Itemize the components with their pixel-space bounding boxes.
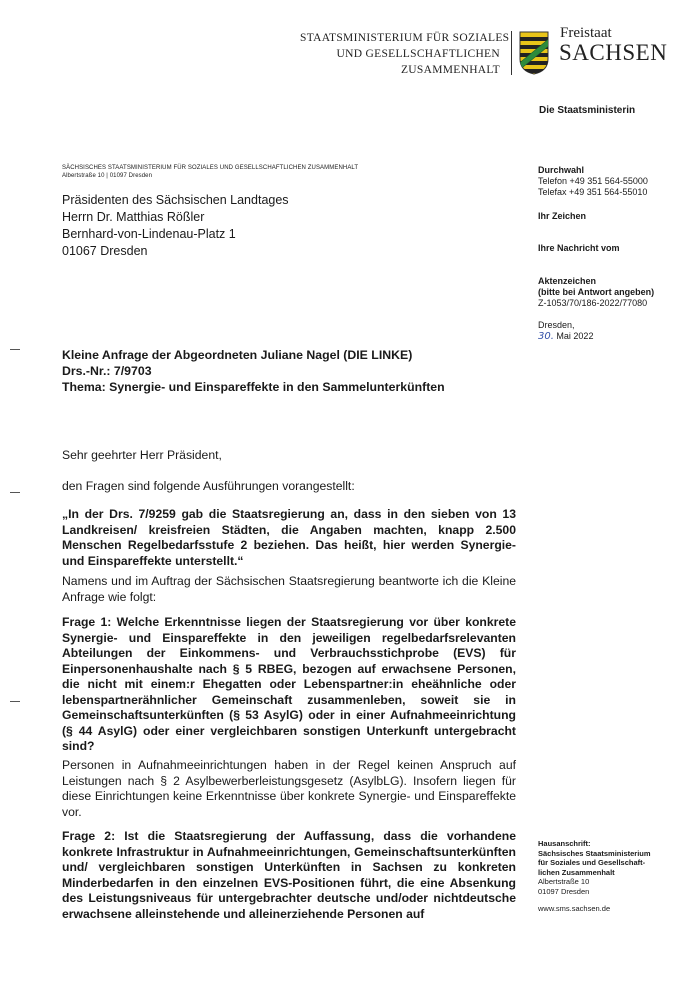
question-2: Frage 2: Ist die Staatsregierung der Auffassung, dass die vorhandene konkrete Infrastruktur in Aufnahmeeinrichtungen, Gemeinschaftsunterkünften und/ vergleichbaren sonstigen Unterkünften in Sachsen zu konkreten Minderbedarfen in den einzelnen EVS-Positionen führt, die eine Absenkung des Leistungsniveaus für untergebrachter deutsche und/oder nichtdeutsche erwachsene alleinstehende und alleinerziehende Personen auf [62,829,516,921]
recipient-address [62,192,289,260]
date-block [538,320,593,342]
sender-line-2: Albertstraße 10 | 01097 Dresden [62,173,153,179]
telefax: Telefax +49 351 564-55010 [538,187,648,197]
ministry-line: UND GESELLSCHAFTLICHEN [336,48,500,60]
sender-line [62,164,358,180]
footer-street: Albertstraße 10 [538,877,590,886]
date-month-year: Mai 2022 [556,331,594,341]
ministry-line: ZUSAMMENHALT [400,64,500,76]
ministry-name [300,30,510,78]
intro-paragraph: den Fragen sind folgende Ausführungen vorangestellt: [62,479,355,493]
fold-mark [10,701,20,702]
footer-web-link[interactable]: www.sms.sachsen.de [538,904,611,913]
aktenzeichen-block [538,276,654,309]
recipient-line: 01067 Dresden [62,244,148,258]
role-title: Die Staatsministerin [539,105,636,116]
sachsen-label: SACHSEN [559,40,668,65]
mandate-paragraph: Namens und im Auftrag der Sächsischen Staatsregierung beantworte ich die Kleine Anfrage wie folgt: [62,574,516,604]
recipient-line: Präsidenten des Sächsischen Landtages [62,193,289,207]
ihre-nachricht-block [538,243,620,254]
salutation: Sehr geehrter Herr Präsident, [62,448,222,462]
hole-mark [10,492,20,493]
question-1: Frage 1: Welche Erkenntnisse liegen der Staatsregierung vor über konkrete Synergie- und Einspareffekte in den jeweiligen regelbedarfsrelevanten Abteilungen der Einkommens- und Verbrauchsstichprobe (EVS) für Einpersonenhaushalte nach § 5 RBEG, bezogen auf erwachsene Personen, die nicht mit einem:r Ehegatten oder Lebenspartner:in eheähnliche oder lebenspartnerähnlicher Gemeinschaft zusammenleben, soweit sie in Gemeinschaftsunterkünften (§ 53 AsylG) oder in einer Aufnahmeeinrichtung (§ 44 AsylG) oder einer vergleichbaren sonstigen Unterkunft untergebracht sind? [62,615,516,753]
date-place: Dresden, [538,320,575,330]
footer-address [538,839,651,914]
subject-drs-nr: Drs.-Nr.: 7/9703 [62,364,152,378]
durchwahl-label: Durchwahl [538,165,585,175]
subject-thema: Thema: Synergie- und Einspareffekte in den Sammelunterkünften [62,380,445,394]
ministry-line: STAATSMINISTERIUM FÜR SOZIALES [300,32,510,44]
handwritten-day: 30. [538,331,554,342]
answer-1: Personen in Aufnahmeeinrichtungen haben in der Regel keinen Anspruch auf Leistungen nach § 2 Asylbewerberleistungsgesetz (AsylbLG). Insofern liegen für diese Einrichtungen keine Erkenntnisse über konkrete Synergie- und Einspareffekte vor. [62,758,516,819]
aktenzeichen-note: (bitte bei Antwort angeben) [538,287,655,297]
quote-paragraph: „In der Drs. 7/9259 gab die Staatsregierung an, dass in den sieben von 13 Landkreisen/ kreisfreien Städten, die Angaben machten, knapp 2.500 Menschen Regelbedarfsstufe 2 beziehen. Das heißt, hier werden Synergie- und Einspareffekte unterstellt.“ [62,507,516,568]
subject-line-1: Kleine Anfrage der Abgeordneten Juliane Nagel (DIE LINKE) [62,348,413,362]
date-line [538,331,593,342]
ihr-zeichen-block [538,211,586,222]
subject-block [62,347,445,395]
footer-city: 01097 Dresden [538,886,590,896]
aktenzeichen-value: Z-1053/70/186-2022/77080 [538,298,648,308]
recipient-line: Herrn Dr. Matthias Rößler [62,210,205,224]
ihre-nachricht-label: Ihre Nachricht vom [538,243,620,253]
recipient-line: Bernhard-von-Lindenau-Platz 1 [62,227,236,241]
letterhead-divider [511,31,512,75]
saxony-coat-of-arms-icon [519,31,549,75]
ihr-zeichen-label: Ihr Zeichen [538,211,587,221]
sender-line-1: SÄCHSISCHES STAATSMINISTERIUM FÜR SOZIALES UND GESELLSCHAFTLICHEN ZUSAMMENHALT [62,165,359,171]
footer-line: Sächsisches Staatsministerium [538,848,651,858]
footer-line: lichen Zusammenhalt [538,867,615,877]
fold-mark [10,349,20,350]
aktenzeichen-label: Aktenzeichen [538,276,597,286]
telefon: Telefon +49 351 564-55000 [538,176,648,186]
footer-line: für Soziales und Gesellschaft- [538,858,646,867]
durchwahl-block [538,165,648,198]
footer-label: Hausanschrift: [538,839,591,848]
freistaat-label: Freistaat [560,25,612,41]
